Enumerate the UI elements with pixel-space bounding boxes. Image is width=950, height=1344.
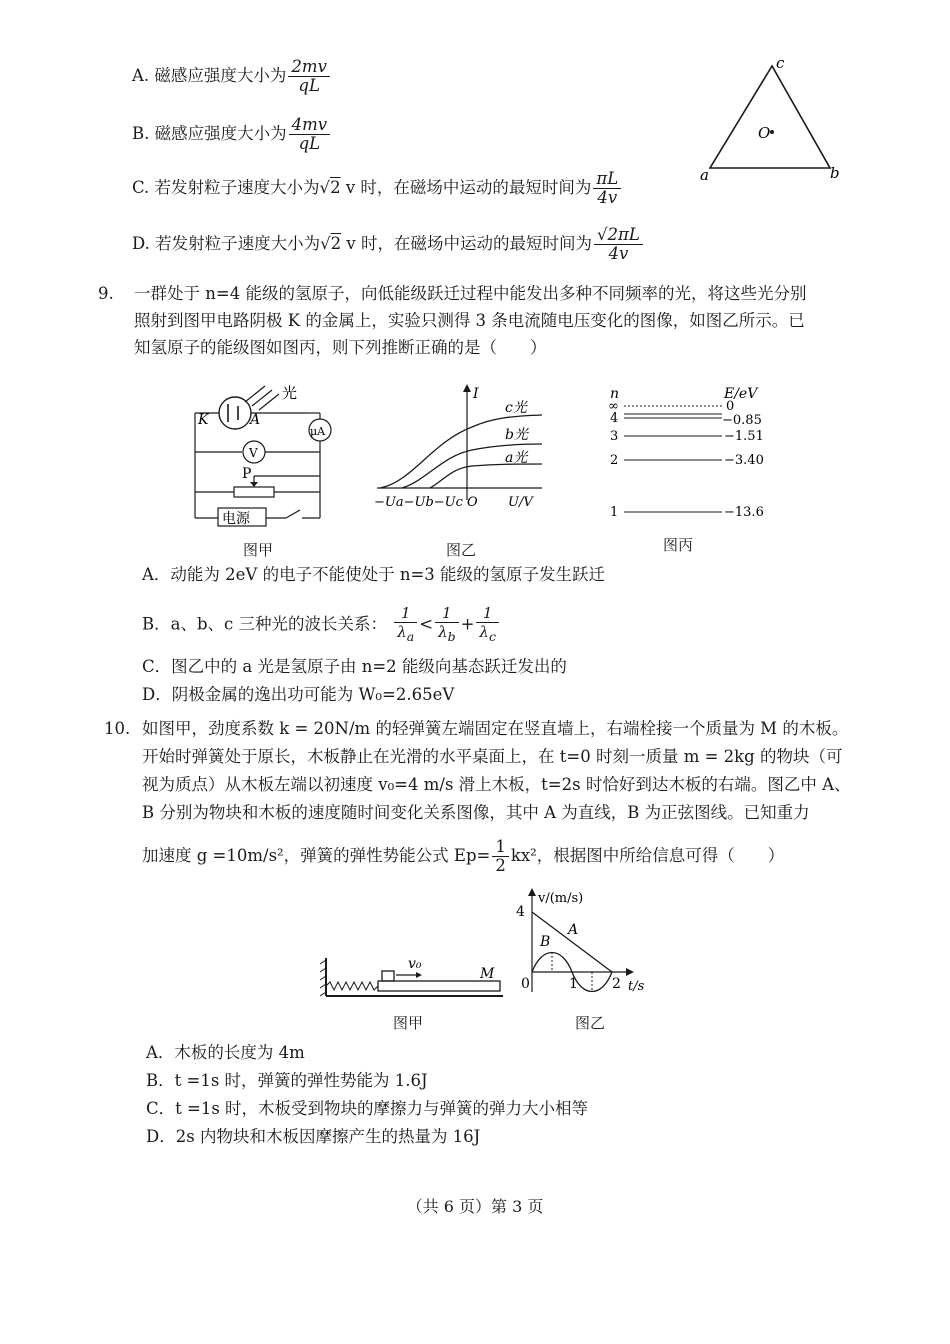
svg-text:−13.6: −13.6 bbox=[724, 505, 764, 520]
q9-stem-3: 知氢原子的能级图如图丙，则下列推断正确的是（ ） bbox=[134, 338, 547, 357]
svg-text:t/s: t/s bbox=[628, 979, 645, 994]
svg-text:−0.85: −0.85 bbox=[722, 413, 762, 428]
q10-stem-5: 加速度 g =10m/s²，弹簧的弹性势能公式 Ep= $\frac{1}{2}$ kx²，根据图中所给信息可得（ ） bbox=[142, 837, 785, 875]
svg-text:光: 光 bbox=[282, 384, 298, 402]
q8-option-d: D. 若发射粒子速度大小为√2 v 时，在磁场中运动的最短时间为 $\frac{√2\pi L}{4v}$ bbox=[132, 226, 645, 263]
iu-graph bbox=[372, 382, 547, 512]
circuit-figure bbox=[190, 378, 340, 538]
fig-bing-caption: 图丙 bbox=[663, 536, 694, 554]
page-footer: （共 6 页）第 3 页 bbox=[406, 1197, 544, 1216]
svg-text:电源: 电源 bbox=[222, 511, 250, 527]
q9-stem-1: 一群处于 n=4 能级的氢原子，向低能级跃迁过程中能发出多种不同频率的光，将这些光分别 bbox=[134, 284, 807, 303]
svg-text:v/(m/s): v/(m/s) bbox=[538, 891, 584, 906]
svg-text:2: 2 bbox=[610, 453, 619, 468]
svg-text:−1.51: −1.51 bbox=[724, 429, 764, 444]
vertex-c: c bbox=[776, 54, 785, 72]
q10-option-b: B．t =1s 时，弹簧的弹性势能为 1.6J bbox=[146, 1071, 428, 1090]
q9-number: 9. bbox=[98, 284, 114, 303]
svg-text:μA: μA bbox=[310, 425, 326, 438]
fraction: $\frac{4mv}{qL}$ bbox=[289, 116, 330, 153]
svg-text:n: n bbox=[610, 386, 620, 402]
energy-level-diagram bbox=[604, 382, 774, 527]
velocity-time-graph bbox=[512, 884, 662, 1002]
svg-text:4: 4 bbox=[610, 411, 619, 426]
q10-fig-jia-caption: 图甲 bbox=[393, 1014, 424, 1032]
q10-option-a: A．木板的长度为 4m bbox=[146, 1043, 305, 1062]
svg-text:I: I bbox=[473, 386, 479, 402]
svg-text:c光: c光 bbox=[505, 400, 527, 416]
q8-option-c: C. 若发射粒子速度大小为√2 v 时，在磁场中运动的最短时间为 $\frac{\pi L}{4v}$ bbox=[132, 170, 623, 207]
svg-text:B: B bbox=[540, 934, 551, 950]
q10-stem-3: 视为质点）从木板左端以初速度 v₀=4 m/s 滑上木板，t=2s 时恰好到达木板的右端。图乙中 A、 bbox=[142, 775, 851, 794]
q9-option-b: B．a、b、c 三种光的波长关系： $\frac{1}{\lambda_a}$ < $\frac{1}{\lambda_b}$ + $\frac{1}{\lambda_c}$ bbox=[142, 604, 501, 646]
triangle-figure bbox=[690, 52, 860, 187]
vertex-b: b bbox=[830, 164, 840, 182]
svg-text:U/V: U/V bbox=[508, 495, 533, 510]
svg-text:E/eV: E/eV bbox=[724, 386, 758, 402]
vertex-a: a bbox=[700, 166, 709, 184]
q9-option-a: A．动能为 2eV 的电子不能使处于 n=3 能级的氢原子发生跃迁 bbox=[142, 565, 606, 584]
q10-option-d: D．2s 内物块和木板因摩擦产生的热量为 16J bbox=[146, 1127, 481, 1146]
svg-text:a光: a光 bbox=[505, 450, 528, 466]
svg-text:K: K bbox=[198, 412, 209, 428]
svg-text:2: 2 bbox=[612, 976, 621, 992]
svg-text:3: 3 bbox=[610, 429, 619, 444]
q9-option-c: C．图乙中的 a 光是氢原子由 n=2 能级向基态跃迁发出的 bbox=[142, 657, 567, 676]
q10-stem-4: B 分别为物块和木板的速度随时间变化关系图像，其中 A 为直线，B 为正弦图线。已知重力 bbox=[142, 803, 810, 822]
svg-text:1: 1 bbox=[569, 976, 578, 992]
spring-board-figure bbox=[318, 948, 508, 1003]
fraction: $\frac{√2\pi L}{4v}$ bbox=[594, 226, 643, 263]
q10-number: 10. bbox=[104, 719, 131, 738]
q9-option-d: D．阴极金属的逸出功可能为 W₀=2.65eV bbox=[142, 685, 455, 704]
q10-option-c: C．t =1s 时，木板受到物块的摩擦力与弹簧的弹力大小相等 bbox=[146, 1099, 589, 1118]
q10-fig-yi-caption: 图乙 bbox=[575, 1014, 606, 1032]
svg-text:A: A bbox=[568, 922, 579, 938]
q10-stem-1: 如图甲，劲度系数 k = 20N/m 的轻弹簧左端固定在竖直墙上，右端栓接一个质量为 M 的木板。 bbox=[142, 719, 849, 738]
svg-text:0: 0 bbox=[521, 976, 530, 992]
q10-stem-2: 开始时弹簧处于原长，木板静止在光滑的水平桌面上，在 t=0 时刻一质量 m = 2kg 的物块（可 bbox=[142, 747, 843, 766]
svg-text:v₀: v₀ bbox=[408, 956, 422, 972]
sqrt-sign: √2 bbox=[319, 178, 341, 197]
center-o: O bbox=[758, 124, 771, 142]
fraction: $\frac{\pi L}{4v}$ bbox=[593, 170, 621, 207]
svg-text:0: 0 bbox=[726, 399, 735, 414]
q8-option-a: A. 磁感应强度大小为 $\frac{2mv}{qL}$ bbox=[132, 58, 332, 95]
q9-stem-2: 照射到图甲电路阴极 K 的金属上，实验只测得 3 条电流随电压变化的图像，如图乙所示。已 bbox=[134, 311, 805, 330]
svg-text:−Ua−Ub−Uc O: −Ua−Ub−Uc O bbox=[374, 495, 478, 510]
q8-option-b: B. 磁感应强度大小为 $\frac{4mv}{qL}$ bbox=[132, 116, 332, 153]
svg-text:b光: b光 bbox=[505, 427, 528, 443]
svg-text:1: 1 bbox=[610, 505, 619, 520]
svg-text:−3.40: −3.40 bbox=[724, 453, 764, 468]
svg-text:4: 4 bbox=[516, 904, 525, 920]
svg-text:P: P bbox=[242, 466, 252, 482]
fraction: $\frac{2mv}{qL}$ bbox=[288, 58, 329, 95]
sqrt-sign: √2 bbox=[320, 234, 342, 253]
svg-text:M: M bbox=[480, 966, 495, 982]
svg-text:V: V bbox=[249, 446, 258, 460]
svg-text:A: A bbox=[250, 412, 261, 428]
svg-text:∞: ∞ bbox=[608, 399, 619, 414]
fig-jia-caption: 图甲 bbox=[243, 541, 274, 559]
fig-yi-caption: 图乙 bbox=[446, 541, 477, 559]
